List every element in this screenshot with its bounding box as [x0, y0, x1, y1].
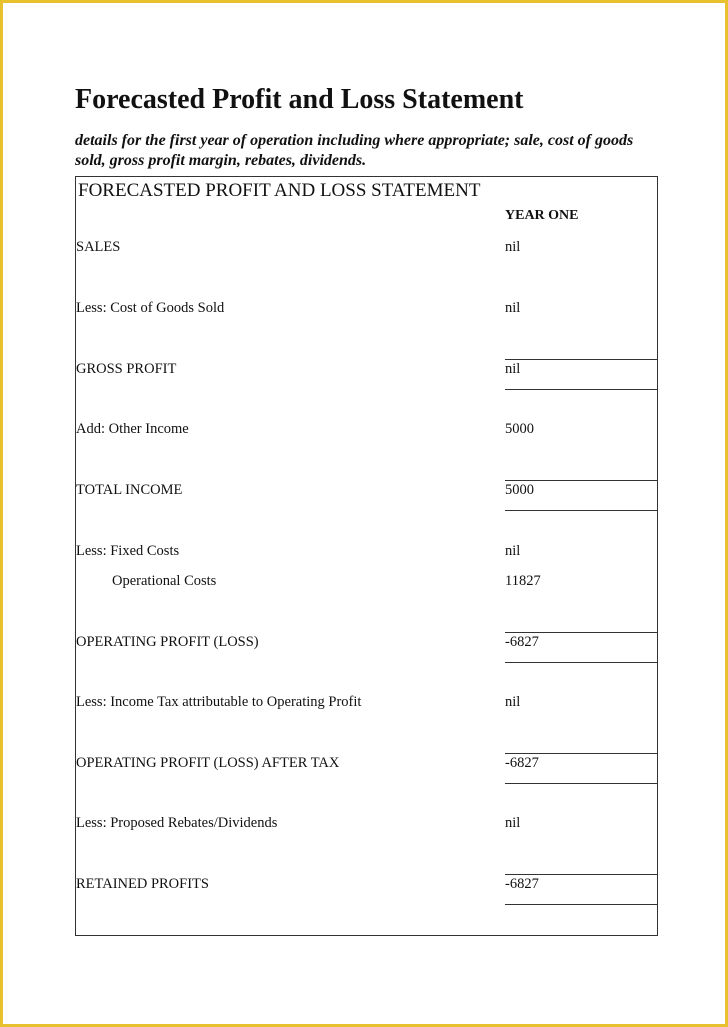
row-label-income-tax: Less: Income Tax attributable to Operating Profit	[76, 694, 362, 710]
row-label-sales: SALES	[76, 239, 121, 255]
row-value-operating-profit: -6827	[505, 634, 539, 650]
row-label-other-income: Add: Other Income	[76, 421, 189, 437]
row-label-operational-costs: Operational Costs	[112, 573, 217, 589]
rule-above-profit-after-tax	[505, 753, 658, 754]
row-value-total-income: 5000	[505, 482, 534, 498]
document-title: Forecasted Profit and Loss Statement	[75, 84, 524, 115]
row-label-retained-profits: RETAINED PROFITS	[76, 876, 209, 892]
row-value-other-income: 5000	[505, 421, 534, 437]
rule-below-profit-after-tax	[505, 783, 658, 784]
rule-below-gross-profit	[505, 389, 658, 390]
row-value-fixed-costs: nil	[505, 543, 521, 559]
row-label-cost-of-goods-sold: Less: Cost of Goods Sold	[76, 300, 225, 316]
statement-box	[75, 176, 658, 936]
row-label-total-income: TOTAL INCOME	[76, 482, 183, 498]
row-value-income-tax: nil	[505, 694, 521, 710]
rule-below-retained-profits	[505, 904, 658, 905]
rule-above-total-income	[505, 480, 658, 481]
column-header-year-one: YEAR ONE	[505, 208, 579, 223]
row-value-operational-costs: 11827	[505, 573, 541, 589]
row-label-operating-profit: OPERATING PROFIT (LOSS)	[76, 634, 259, 650]
row-value-cost-of-goods-sold: nil	[505, 300, 521, 316]
rule-below-total-income	[505, 510, 658, 511]
document-subtitle: details for the first year of operation including where appropriate; sale, cost of goods sold, gross profit margin, rebates, dividends.	[75, 132, 634, 169]
statement-heading: FORECASTED PROFIT AND LOSS STATEMENT	[78, 180, 481, 201]
row-label-profit-after-tax: OPERATING PROFIT (LOSS) AFTER TAX	[76, 755, 340, 771]
row-value-gross-profit: nil	[505, 361, 521, 377]
rule-above-gross-profit	[505, 359, 658, 360]
row-value-profit-after-tax: -6827	[505, 755, 539, 771]
rule-below-operating-profit	[505, 662, 658, 663]
row-label-gross-profit: GROSS PROFIT	[76, 361, 177, 377]
row-value-sales: nil	[505, 239, 521, 255]
row-label-rebates-dividends: Less: Proposed Rebates/Dividends	[76, 815, 278, 831]
row-label-fixed-costs: Less: Fixed Costs	[76, 543, 180, 559]
rule-above-operating-profit	[505, 632, 658, 633]
row-value-rebates-dividends: nil	[505, 815, 521, 831]
row-value-retained-profits: -6827	[505, 876, 539, 892]
rule-above-retained-profits	[505, 874, 658, 875]
